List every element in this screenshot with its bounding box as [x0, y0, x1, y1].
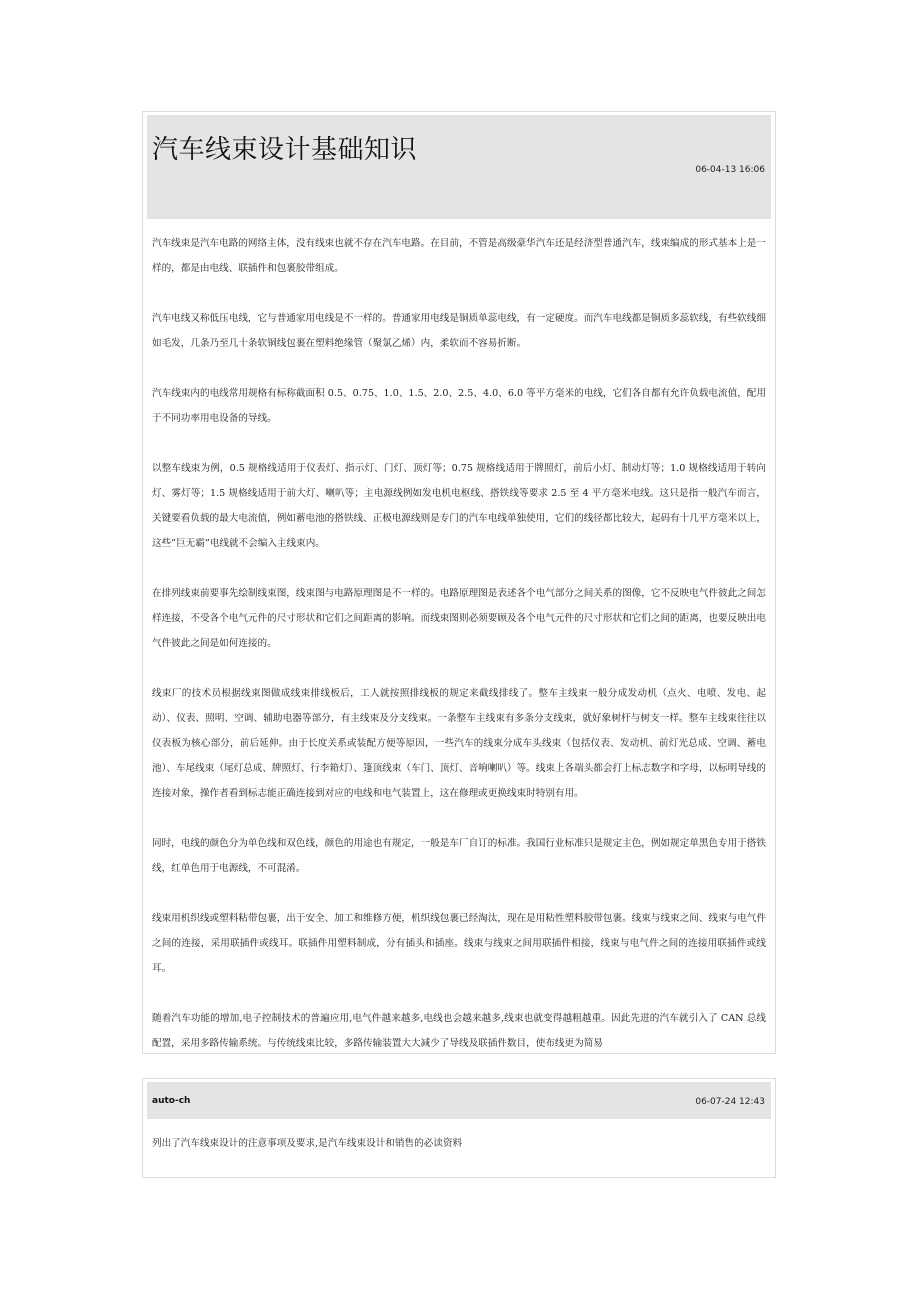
- article-paragraph: 线束用机织线或塑料粘带包裹，出于安全、加工和维修方便，机织线包裹已经淘汰，现在是用粘性塑料胶带包裹。线束与线束之间、线束与电气件之间的连接，采用联插件或线耳。联插件用塑料制成，分有插头和插座。线束与线束之间用联插件相接，线束与电气件之间的连接用联插件或线耳。: [152, 913, 766, 974]
- article-title: 汽车线束设计基础知识: [152, 135, 418, 165]
- article-paragraph: 线束厂的技术员根据线束图做成线束排线板后，工人就按照排线板的规定来截线排线了。整车主线束一般分成发动机（点火、电喷、发电、起动）、仪表、照明、空调、辅助电器等部分，有主线束及分支线束。一条整车主线束有多条分支线束，就好象树杆与树支一样。整车主线束往往以仪表板为核心部分，前后延伸。由于长度关系或装配方便等原因，一些汽车的线束分成车头线束（包括仪表、发动机、前灯光总成、空调、蓄电池）、车尾线束（尾灯总成、牌照灯、行李箱灯）、篷顶线束（车门、顶灯、音响喇叭）等。线束上各端头都会打上标志数字和字母，以标明导线的连接对象，操作者看到标志能正确连接到对应的电线和电气装置上，这在修理或更换线束时特别有用。: [152, 688, 766, 799]
- article-paragraph: 随着汽车功能的增加,电子控制技术的普遍应用,电气件越来越多,电线也会越来越多,线束也就变得越粗越重。因此先进的汽车就引入了 CAN 总线配置，采用多路传输系统。与传统线束比较，多路传输装置大大减少了导线及联插件数目，使布线更为简易: [152, 1013, 766, 1049]
- reply-post: [142, 1078, 776, 1178]
- article-body: [143, 219, 775, 1056]
- article-paragraph: 汽车线束是汽车电路的网络主体，没有线束也就不存在汽车电路。在目前，不管是高级豪华汽车还是经济型普通汽车，线束编成的形式基本上是一样的，都是由电线、联插件和包裹胶带组成。: [152, 238, 766, 274]
- article-paragraph: 在排列线束前要事先绘制线束图，线束图与电路原理图是不一样的。电路原理图是表述各个电气部分之间关系的图像，它不反映电气件彼此之间怎样连接，不受各个电气元件的尺寸形状和它们之间距离的影响。而线束图则必须要顾及各个电气元件的尺寸形状和它们之间的距离，也要反映出电气件彼此之间是如何连接的。: [152, 588, 766, 649]
- article-timestamp: 06-04-13 16:06: [695, 165, 765, 175]
- article-paragraph: 以整车线束为例，0.5 规格线适用于仪表灯、指示灯、门灯、顶灯等；0.75 规格线适用于牌照灯，前后小灯、制动灯等；1.0 规格线适用于转向灯、雾灯等；1.5 规格线适用于前大灯、喇叭等；主电源线例如发电机电枢线、搭铁线等要求 2.5 至 4 平方毫米电线。这只是指一般汽车而言，关键要看负载的最大电流值，例如蓄电池的搭铁线、正极电源线则是专门的汽车电线单独使用，它们的线径都比较大，起码有十几平方毫米以上，这些”巨无霸”电线就不会编入主线束内。: [152, 463, 766, 549]
- article-paragraph: 汽车电线又称低压电线，它与普通家用电线是不一样的。普通家用电线是铜质单蕊电线，有一定硬度。而汽车电线都是铜质多蕊软线，有些软线细如毛发，几条乃至几十条软铜线包裹在塑料绝缘管（聚氯乙烯）内，柔软而不容易折断。: [152, 313, 766, 349]
- reply-body: [143, 1119, 775, 1156]
- reply-header: [147, 1082, 771, 1119]
- reply-author[interactable]: auto-ch: [152, 1096, 191, 1106]
- article-paragraph: 汽车线束内的电线常用规格有标称截面积 0.5、0.75、1.0、1.5、2.0、2.5、4.0、6.0 等平方毫米的电线，它们各自都有允许负载电流值，配用于不同功率用电设备的导线。: [152, 388, 766, 424]
- reply-timestamp: 06-07-24 12:43: [695, 1097, 765, 1107]
- reply-text: 列出了汽车线束设计的注意事项及要求,是汽车线束设计和销售的必读资料: [152, 1138, 463, 1149]
- article-header: [147, 115, 771, 219]
- article-post: [142, 111, 776, 1054]
- article-paragraph: 同时，电线的颜色分为单色线和双色线，颜色的用途也有规定，一般是车厂自订的标准。我国行业标准只是规定主色，例如规定单黑色专用于搭铁线，红单色用于电源线，不可混淆。: [152, 838, 766, 874]
